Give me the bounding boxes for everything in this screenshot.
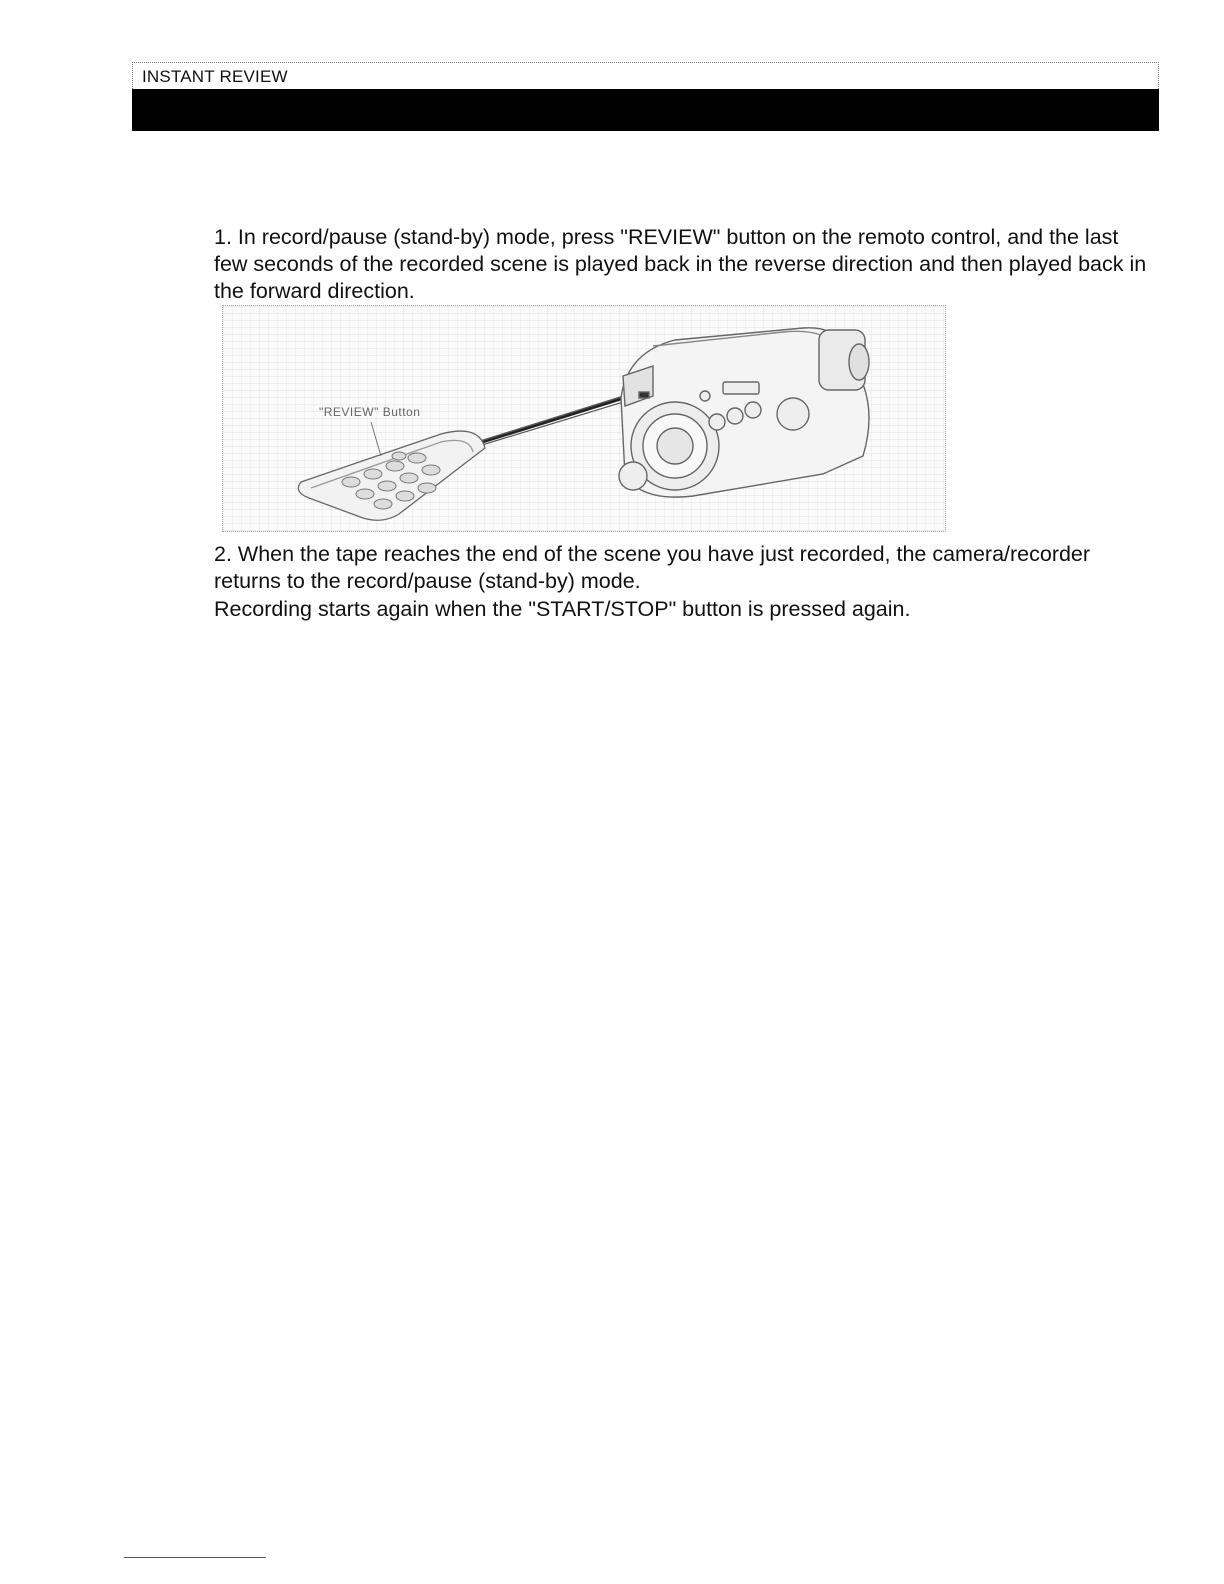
step-2-text: 2. When the tape reaches the end of the scene you have just recorded, the camera/recorder returns to the record/pause (stand-by) mode.: [214, 542, 1091, 593]
callout-leader-line: [371, 422, 381, 456]
remote-control: [298, 431, 485, 520]
remote-control-illustration: [222, 305, 946, 532]
footer-link-underline: [124, 1557, 266, 1558]
section-title: INSTANT REVIEW: [142, 67, 288, 86]
step-1-text: 1. In record/pause (stand-by) mode, press "REVIEW" button on the remoto control, and the last few seconds of the recorded scene is played back in the reverse direction and then played back in the forward direction.: [214, 225, 1147, 303]
camcorder: [619, 328, 869, 497]
section-header: [132, 62, 1159, 131]
camcorder-remote-drawing: [223, 306, 945, 531]
header-black-bar: [132, 89, 1159, 131]
header-title-strip: [132, 62, 1159, 89]
infrared-beam: [459, 390, 643, 452]
review-button-callout: "REVIEW" Button: [319, 405, 421, 419]
step-2-note: Recording starts again when the "START/STOP" button is pressed again.: [214, 597, 911, 621]
